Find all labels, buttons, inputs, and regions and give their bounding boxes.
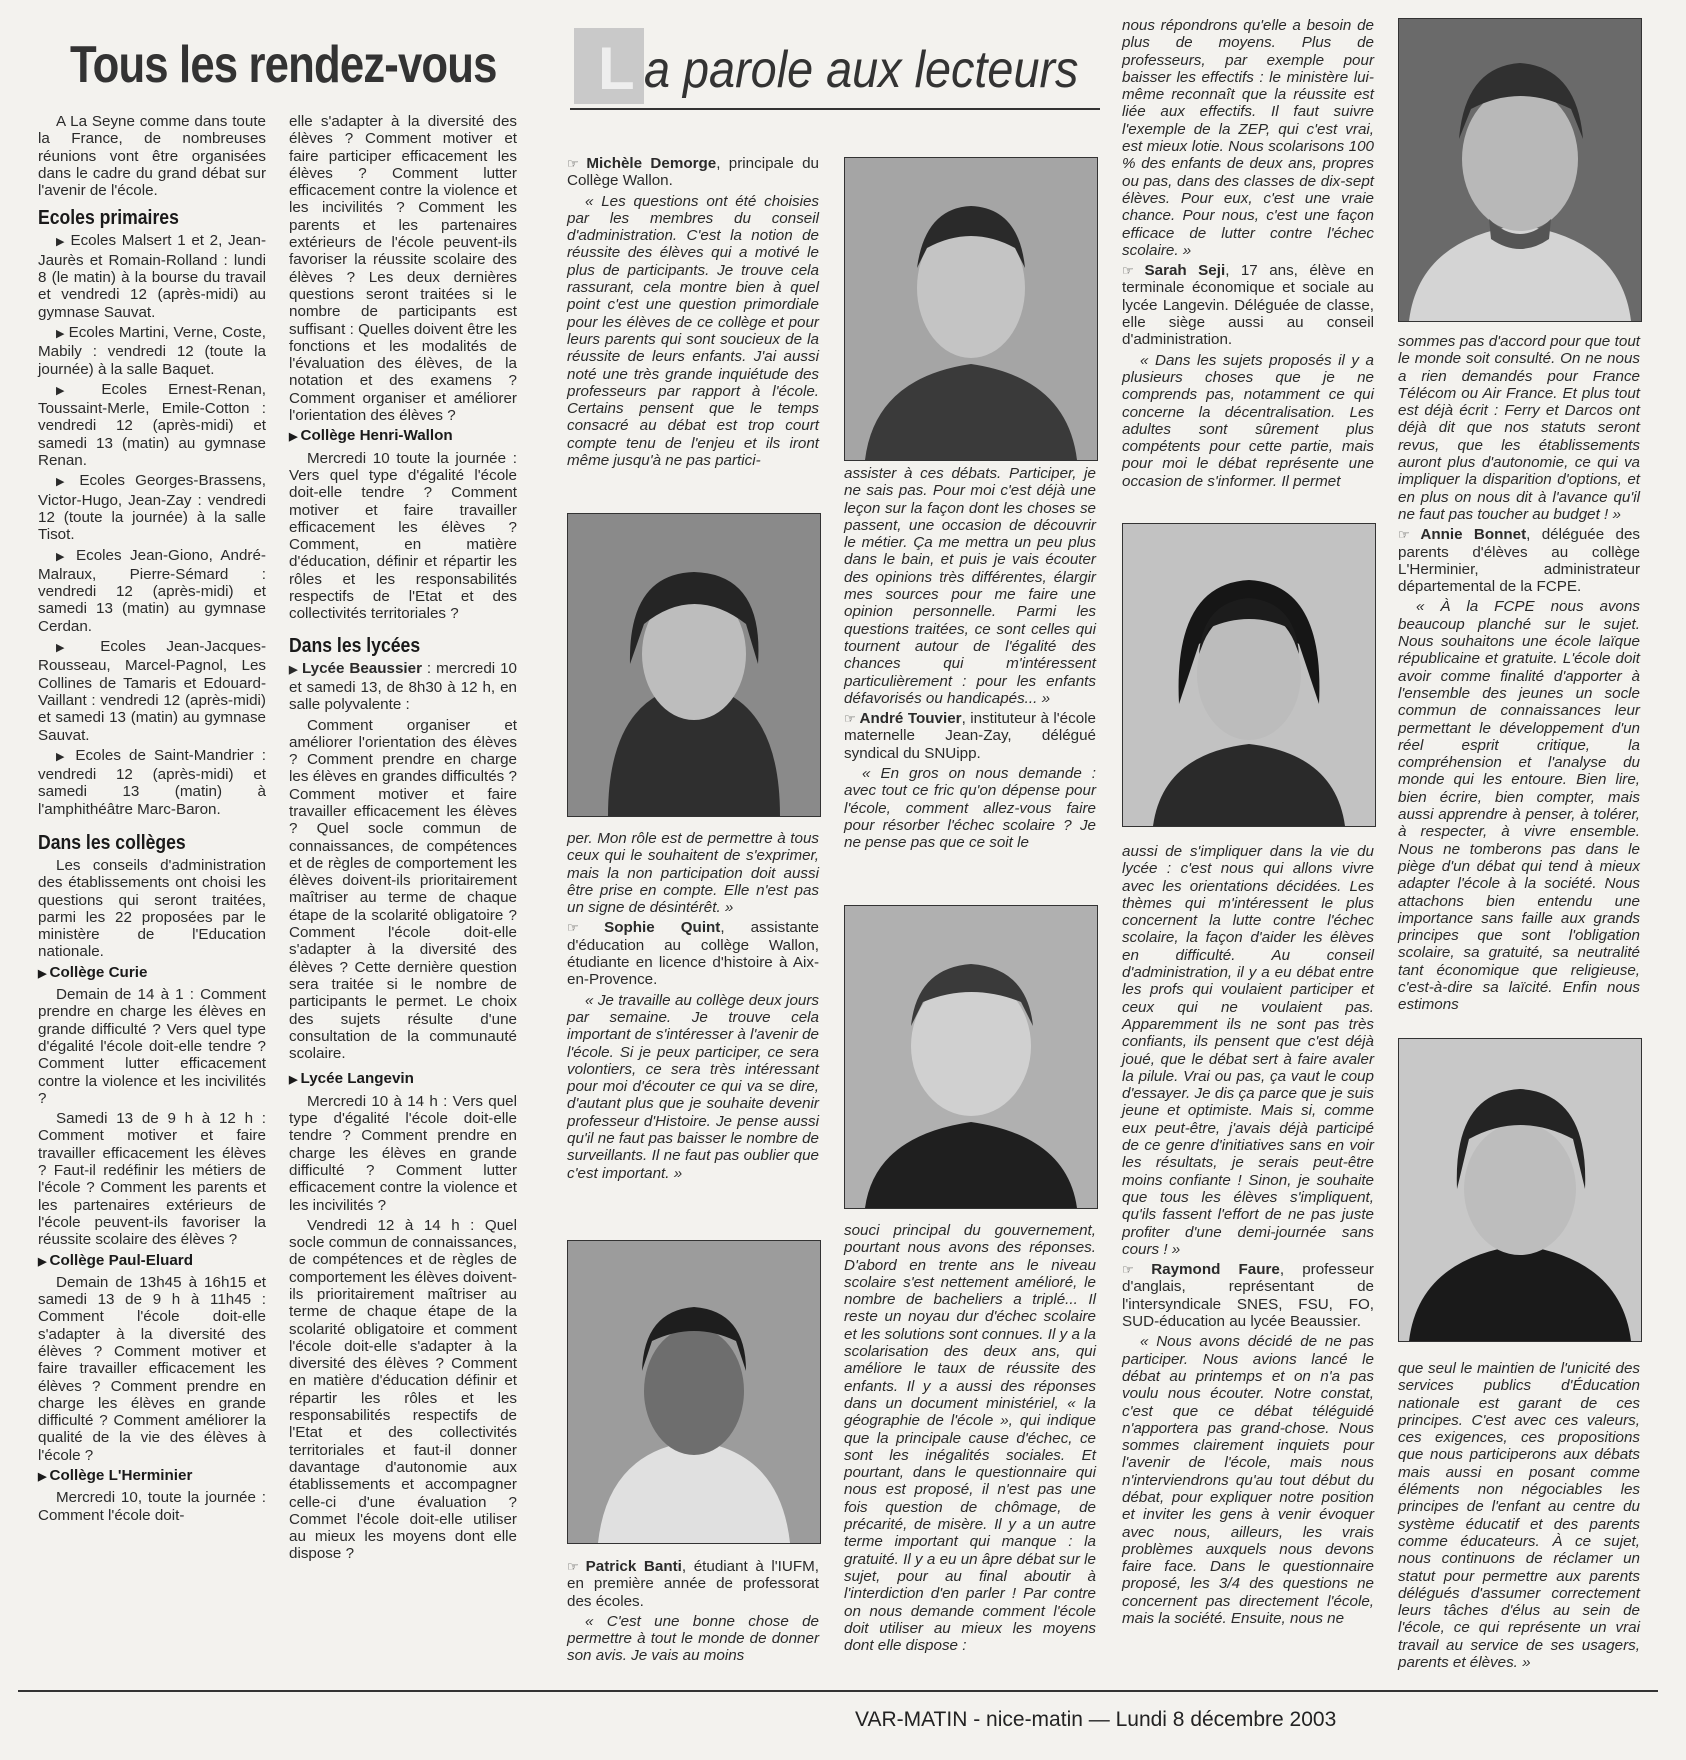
photo-raymond-faure — [1398, 18, 1642, 322]
speaker-seji — [1122, 262, 1374, 348]
speaker-name: Sophie Quint — [604, 919, 721, 937]
column-4b — [844, 1222, 1096, 1657]
speaker-demorge — [567, 155, 819, 190]
photo-andre-touvier — [844, 905, 1098, 1209]
touvier-quote-cont: souci principal du gouvernement, pourtant nous avons des réponses. D'abord en trente ans le niveau scolaire s'est nettement amélioré, le nombre de bacheliers a triplé... Il reste un noyau dur d'échec scolaire et les solutions sont connues. Il y a la scolarisation des deux ans, qui améliore le taux de réussite des enfants. Il y a aussi des réponses dans un document ministériel, « la géographie de l'école », qui indique que la principale cause d'échec, ce sont les inégalités sociales. Et pourtant, dans le questionnaire qui nous est proposé, il n'est pas une fois question de chômage, de précarité, de misère. Il y a un autre terme important qui manque : la gratuité. Il y a eu un âpre débat sur le sujet, pour au final aboutir à l'interdiction d'en parler ! Par contre on nous demande comment l'école doit utiliser au mieux les moyens dont elle dispose : — [844, 1222, 1096, 1655]
speaker-banti — [567, 1558, 819, 1610]
photo-sophie-quint — [567, 1240, 821, 1544]
school-listing: ▶ Ecoles Georges-Brassens, Victor-Hugo, Jean-Zay : vendredi 12 (toute la journée) à la salle Tisot. — [38, 472, 266, 543]
photo-michele-demorge — [567, 513, 821, 817]
banti-quote-cont: assister à ces débats. Participer, je ne sais pas. Pour moi c'est déjà une leçon sur la façon dont les choses se passent, une occasion de découvrir le métier. Ça me mettra un peu plus dans le bain, et puis je vais écouter des opinions très différentes, élargir mes sources pour me faire une opinion personnelle. Parmi les questions traitées, ce sont celles qui tournent autour de l'égalité des chances qui m'intéressent particulièrement : pour les enfants défavorisés ou handicapés... » — [844, 465, 1096, 707]
speaker-name: André Touvier — [859, 710, 962, 728]
column-6b — [1398, 1360, 1640, 1674]
heading-lycee-langevin: ▶ Lycée Langevin — [289, 1070, 517, 1089]
quint-quote: « Je travaille au collège deux jours par semaine. Je trouve cela important de s'intéresser à l'avenir de l'école. Si je peux participer, ce sera volontiers, ce sera très intéressant pour moi d'écouter ce qui va se dire, d'autant plus que je souhaite devenir professeur d'Histoire. Je pense aussi qu'il ne faut pas baisser le nombre de surveillants. Il ne faut pas oublier que c'est important. » — [567, 991, 819, 1182]
column-4 — [844, 465, 1096, 855]
footer-publication-date: VAR-MATIN - nice-matin — Lundi 8 décembre 2003 — [855, 1708, 1337, 1731]
speaker-role: , étudiant à l'IUFM, en première année de professorat des écoles. — [567, 1558, 819, 1610]
wallon-paragraph: Mercredi 10 toute la journée : Vers quel type d'égalité l'école doit-elle tendre ? Comment motiver et faire travailler efficacement les élèves ? Comment, en matière d'éducation, définir et répartir les rôles et les responsabilités respectifs de l'Etat et des collectivités territoriales ? — [289, 449, 517, 623]
herminier-paragraph: Mercredi 10, toute la journée : Comment l'école doit- — [38, 1489, 266, 1524]
lycee-beaussier-when: : mercredi 10 et samedi 13, de 8h30 à 12 h, en salle polyvalente : — [289, 659, 517, 714]
speaker-name: Raymond Faure — [1151, 1261, 1280, 1279]
title-lecteurs-text: a parole aux lecteurs — [644, 41, 1079, 99]
eluard-paragraph: Demain de 13h45 à 16h15 et samedi 13 de 9 h à 11h45 : Comment l'école doit-elle s'adapter à la diversité des élèves ? Comment motiver et faire travailler efficacement les élèves ? Comment prendre en charge les élèves en grande difficulté ? Comment améliorer la qualité de la vie des élèves à l'école ? — [38, 1273, 266, 1464]
school-listing: ▶ Ecoles Martini, Verne, Coste, Mabily : vendredi 12 (toute la journée) à la salle Baquet. — [38, 324, 266, 378]
demorge-quote: « Les questions ont été choisies par les membres du conseil d'administration. C'est la notion de réussite des élèves qui a motivé le plus de participants. Je trouve cela rassurant, cela montre bien à quel point c'est une question primordiale pour les élèves de ce collège et pour leurs parents qui sont soucieux de la réussite de leurs enfants. J'ai aussi noté une très grande inquiétude des professeurs par rapport à l'école. Certains pensent que le temps consacré au débat est trop court compte tenu de l'enjeu et ils iront même jusqu'à ne pas partici- — [567, 192, 819, 470]
touvier-quote-cont2: nous répondrons qu'elle a besoin de plus de moyens. Plus de professeurs, par exemple pour baisser les effectifs : le ministère lui-même reconnaît que la réussite est liée aux effectifs. Il faut suivre l'exemple de la ZEP, qui c'est vrai, est mieux lotie. Nous scolarisons 100 % des enfants de deux ans, propres ou pas, dans des classes de dix-sept élèves. Pour eux, c'est une vraie chance. Pour nous, c'est une façon efficace de lutter contre l'échec scolaire. » — [1122, 17, 1374, 259]
school-listing: ▶ Ecoles Jean-Giono, André-Malraux, Pierre-Sémard : vendredi 12 (après-midi) et samedi 13 (matin) au gymnase Cerdan. — [38, 547, 266, 635]
heading-college-herminier: ▶ Collège L'Herminier — [38, 1467, 266, 1486]
photo-patrick-banti — [844, 157, 1098, 461]
banti-quote: « C'est une bonne chose de permettre à tout le monde de donner son avis. Je vais au moins — [567, 1612, 819, 1665]
photo-sarah-seji — [1122, 523, 1376, 827]
pointing-hand-icon: ☞ — [1398, 527, 1421, 543]
column-5 — [1122, 17, 1374, 493]
speaker-role: , 17 ans, élève en terminale économique et sociale au lycée Langevin. Déléguée de classe, elle siège aussi au conseil d'administration. — [1122, 262, 1374, 349]
portrait-man-icon — [1399, 19, 1641, 321]
school-listing: ▶ Ecoles Ernest-Renan, Toussaint-Merle, Emile-Cotton : vendredi 12 (après-midi) et samedi 13 (matin) au gymnase Renan. — [38, 381, 266, 469]
heading-college-wallon: ▶ Collège Henri-Wallon — [289, 427, 517, 446]
portrait-man-icon — [845, 906, 1097, 1208]
school-listing: ▶ Ecoles Malsert 1 et 2, Jean-Jaurès et Romain-Rolland : lundi 8 (le matin) à la bourse du travail et vendredi 12 (après-midi) au gymnase Sauvat. — [38, 232, 266, 320]
speaker-faure — [1122, 1261, 1374, 1330]
title-initial-letter: L — [598, 35, 635, 102]
seji-quote: « Dans les sujets proposés il y a plusieurs choses que je ne comprends pas, notamment ce qui concerne la décentralisation. Les adultes sont sûrement plus compétents pour cette partie, mais pour moi le débat représente une occasion de s'informer. Il permet — [1122, 351, 1374, 490]
pointing-hand-icon: ☞ — [567, 156, 587, 171]
page-title-rendez-vous: Tous les rendez-vous — [70, 36, 497, 94]
lycee-beaussier-name: ▶ Lycée Beaussier — [289, 660, 422, 677]
speaker-name: Patrick Banti — [585, 1558, 682, 1575]
speaker-role: , assistante d'éducation au collège Wallon, étudiante en licence d'histoire à Aix-en-Provence. — [567, 919, 819, 989]
heading-lycees: Dans les lycées — [289, 634, 421, 657]
seji-quote-cont: aussi de s'impliquer dans la vie du lycée : c'est nous qui allons vivre avec les orientations décidées. Les thèmes qui m'intéressent le plus concernent la lutte contre l'échec scolaire, la façon d'aider les élèves en difficulté. Au conseil d'administration, il y a eu débat entre les profs qui voulaient participer et ceux qui ne voulaient pas. Apparemment ils ne sont pas très confiants, ils pensent que c'est déjà joué, que le débat sert à faire avaler la pilule. Vrai ou pas, ça vaut le coup d'essayer. Je dis ça parce que je suis jeune et optimiste. Mais si, comme eux peut-être, j'avais déjà participé de ce genre d'initiatives sans en voir les résultats, je serais peut-être moins confiante ! Sinon, je souhaite que tous les élèves s'impliquent, qu'ils fassent l'effort de ne pas juste profiter d'une demi-journée sans cours ! » — [1122, 843, 1374, 1258]
photo-annie-bonnet — [1398, 1038, 1642, 1342]
heading-colleges: Dans les collèges — [38, 831, 186, 854]
column-3b — [567, 830, 819, 1185]
portrait-woman-icon — [1399, 1039, 1641, 1341]
speaker-touvier — [844, 710, 1096, 762]
faure-quote-cont: sommes pas d'accord pour que tout le monde soit consulté. On ne nous a rien demandés pour France Télécom ou Air France. Et plus tout est déjà écrit : Ferry et Darcos ont déjà dit que nos statuts seront revus, que les établissements auront plus d'autonomie, ce qui va impliquer la disparition d'options, et en plus on nous dit à l'avance qu'il ne faut pas toucher au budget ! » — [1398, 333, 1640, 523]
colleges-intro: Les conseils d'administration des établissements ont choisi les questions qui seront traitées, parmi les 22 proposées par le ministère de l'Education nationale. — [38, 856, 266, 961]
column-2 — [289, 113, 517, 1566]
demorge-quote-end: per. Mon rôle est de permettre à tous ceux qui le souhaitent de s'exprimer, mais la non participation doit aussi être prise en compte. Elle n'est pas un signe de désintérêt. » — [567, 830, 819, 917]
touvier-quote: « En gros on nous demande : avec tout ce fric qu'on dépense pour l'école, comment allez-vous faire pour résorber l'échec scolaire ? Je ne pense pas que ce soit le — [844, 765, 1096, 852]
footer-rule — [18, 1690, 1658, 1692]
speaker-role: , déléguée des parents d'élèves au collège L'Herminier, administrateur départemental de la FCPE. — [1398, 526, 1640, 596]
faure-quote: « Nous avons décidé de ne pas participer. Nous avions lancé le débat au printemps et on n'a pas voulu nous écouter. Notre constat, c'est que ce débat téléguidé n'apportera pas grand-chose. Nous sommes clairement inquiets pour l'avenir de l'école, mais nous n'interviendrons qu'au tout début du débat, pour expliquer notre position et inviter les gens à venir évoquer avec nous, ailleurs, les vrais problèmes auxquels nous devons faire face. Dans le questionnaire proposé, les 3/4 des questions ne concernent pas directement l'école, mais la société. Ensuite, nous ne — [1122, 1333, 1374, 1628]
school-listing: ▶ Ecoles de Saint-Mandrier : vendredi 12 (après-midi) et samedi 13 (matin) à l'amphithéâtre Marc-Baron. — [38, 747, 266, 818]
speaker-name: Annie Bonnet — [1420, 526, 1527, 544]
column-3 — [567, 155, 819, 472]
speaker-bonnet — [1398, 526, 1640, 595]
column-5b — [1122, 843, 1374, 1630]
portrait-man-icon — [845, 158, 1097, 460]
column-3c — [567, 1558, 819, 1668]
portrait-woman-icon — [568, 1241, 820, 1543]
heading-college-curie: ▶ Collège Curie — [38, 964, 266, 983]
column-6 — [1398, 333, 1640, 1017]
speaker-role: , principale du Collège Wallon. — [567, 155, 819, 190]
section-title-lecteurs — [570, 28, 1100, 110]
bonnet-quote: « À la FCPE nous avons beaucoup planché sur le sujet. Nous souhaitons une école laïque républicaine et gratuite. L'école doit avoir comme finalité d'apporter à l'ensemble des jeunes un socle commun de connaissances leur permettant le développement d'un réel esprit critique, la compréhension et l'analyse du monde qui les entoure. Bien lire, bien écrire, bien compter, mais aussi apprendre à penser, à tolérer, à respecter, à vivre ensemble. Nous ne tomberons pas dans le piège d'un débat qui tend à mieux adapter l'école à la société. Nous attachons bien entendu une importance sans faille aux grands principes que sont l'obligation scolaire, sa gratuité, sa neutralité tant économique que religieuse, c'est-à-dire sa laïcité. Enfin nous estimons — [1398, 598, 1640, 1014]
pointing-hand-icon: ☞ — [1122, 263, 1145, 279]
continued-paragraph: elle s'adapter à la diversité des élèves ? Comment motiver et faire participer efficacement les élèves ? Comment lutter efficacement contre la violence et les incivilités ? Comment les parents et les partenaires extérieurs de l'école peuvent-ils favoriser la réussite scolaire des élèves ? Les deux dernières questions seront traitées si le nombre de participants est suffisant : Quelles doivent être les fonctions et les modalités de l'évaluation des élèves, de la notation et des examens ? Comment organiser et améliorer l'orientation des élèves ? — [289, 113, 517, 425]
column-1 — [38, 113, 266, 1527]
portrait-woman-icon — [568, 514, 820, 816]
school-listing: ▶ Ecoles Jean-Jacques-Rousseau, Marcel-Pagnol, Les Collines de Tamaris et Edouard-Vaillant : vendredi 12 (après-midi) et samedi 13 (matin) au gymnase Sauvat. — [38, 638, 266, 744]
heading-ecoles-primaires: Ecoles primaires — [38, 207, 179, 230]
pointing-hand-icon: ☞ — [567, 920, 605, 936]
speaker-role: , instituteur à l'école maternelle Jean-Zay, délégué syndical du SNUipp. — [844, 710, 1096, 762]
speaker-name: Sarah Seji — [1144, 262, 1226, 280]
langevin-paragraph: Vendredi 12 à 14 h : Quel socle commun de connaissances, de compétences et de règles de comportement les élèves doivent-ils prioritairement maîtriser au terme de chaque étape de la scolarité obligatoire et comment l'école doit-elle s'adapter à la diversité des élèves ? Comment en matière d'éducation définir et répartir les rôles et les responsabilités respectifs de l'Etat et des collectivités territoriales et faut-il donner davantage d'autonomie aux établissements et accompagner celle-ci d'une évaluation ? Commet l'école doit-elle utiliser au mieux les moyens dont elle dispose ? — [289, 1216, 517, 1563]
portrait-woman-icon — [1123, 524, 1375, 826]
pointing-hand-icon: ☞ — [1122, 1262, 1152, 1278]
pointing-hand-icon: ☞ — [567, 1559, 586, 1574]
speaker-role: , professeur d'anglais, représentant de l'intersyndicale SNES, FSU, FO, SUD-éducation au lycée Beaussier. — [1122, 1261, 1374, 1331]
beaussier-paragraph: Comment organiser et améliorer l'orientation des élèves ? Comment prendre en charge les élèves en grandes difficultés ? Comment motiver et faire travailler efficacement les élèves ? Quel socle commun de connaissances, de compétences et de règles de comportement les élèves doivent-ils prioritairement maîtriser au terme de chaque étape de la scolarité obligatoire ? Comment l'école doit-elle s'adapter à la diversité des élèves ? Cette dernière question sera traitée si le nombre de participants le permet. Le choix des sujets résulte d'une consultation de la communauté scolaire. — [289, 716, 517, 1063]
langevin-paragraph: Mercredi 10 à 14 h : Vers quel type d'égalité l'école doit-elle tendre ? Comment prendre en charge les élèves en grande difficulté ? Comment lutter efficacement contre la violence et les incivilités ? — [289, 1092, 517, 1214]
beaussier-intro — [289, 660, 517, 714]
heading-college-eluard: ▶ Collège Paul-Eluard — [38, 1252, 266, 1271]
curie-paragraph: Samedi 13 de 9 h à 12 h : Comment motiver et faire travailler efficacement les élèves ? Faut-il redéfinir les métiers de l'école ? Comment les parents et les partenaires extérieurs de l'école peuvent-ils favoriser la réussite scolaire des élèves ? — [38, 1110, 266, 1249]
curie-paragraph: Demain de 14 à 1 : Comment prendre en charge les élèves en grande difficulté ? Vers quel type d'égalité l'école doit-elle tendre ? Comment lutter efficacement contre la violence et les incivilités ? — [38, 986, 266, 1107]
pointing-hand-icon: ☞ — [844, 711, 860, 727]
intro-paragraph: A La Seyne comme dans toute la France, de nombreuses réunions vont être organisées dans le cadre du grand débat sur l'avenir de l'école. — [38, 113, 266, 200]
bonnet-quote-cont: que seul le maintien de l'unicité des services publics d'Éducation nationale est garant de ces principes. C'est avec ces valeurs, ces exigences, ces propositions que nous participerons aux débats mais aussi en posant comme éléments non négociables les principes de l'enfant au centre du système éducatif et des parents comme éducateurs. À ce sujet, nous continuons de réclamer un statut pour permettre aux parents délégués d'assumer correctement leurs tâches d'élus au sein de l'école, ce qui représente un vrai travail au service de ses usagers, parents et élèves. » — [1398, 1360, 1640, 1672]
speaker-name: Michèle Demorge — [586, 155, 717, 172]
speaker-quint — [567, 919, 819, 988]
